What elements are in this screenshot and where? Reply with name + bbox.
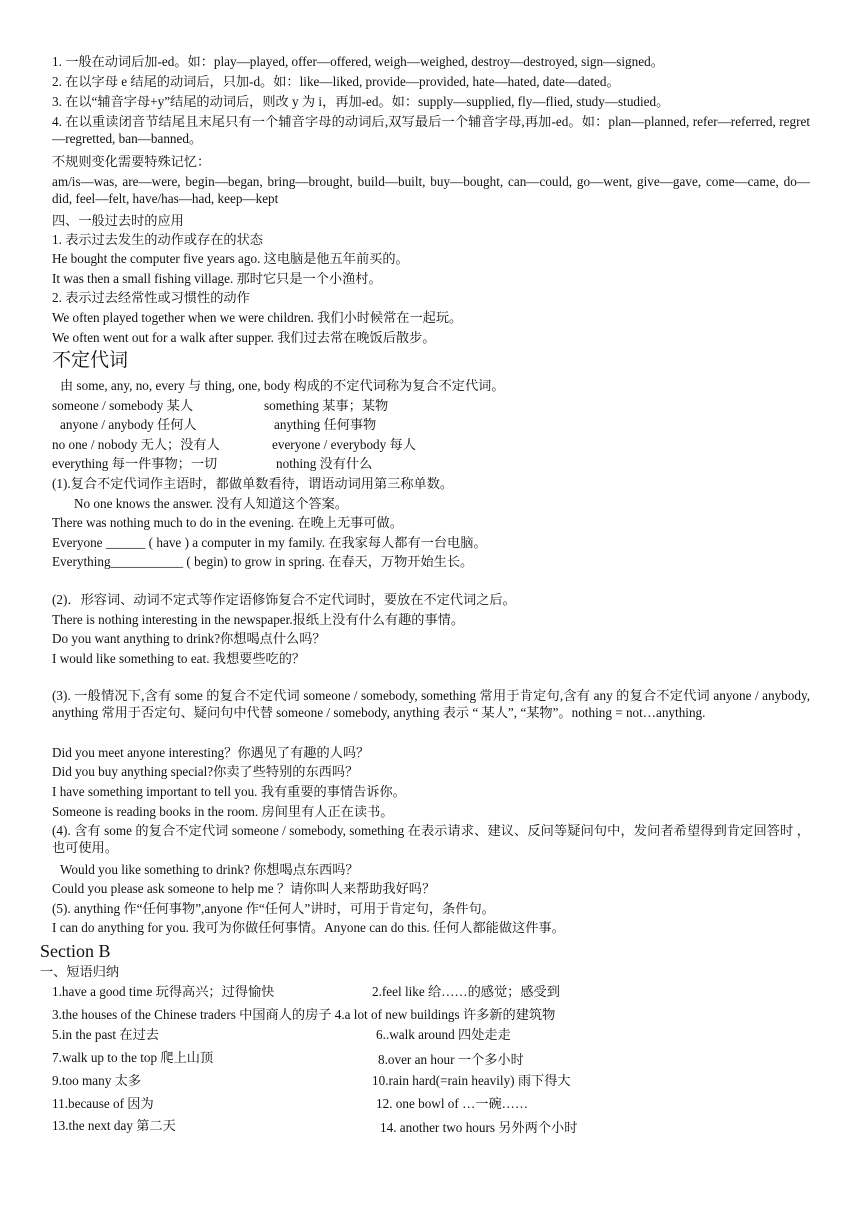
phrase-item: 8.over an hour 一个多小时: [378, 1052, 524, 1067]
usage-1-example-1: He bought the computer five years ago. 这电脑是他五年前买的。: [52, 251, 409, 266]
p2-example-1: There is nothing interesting in the newspaper.报纸上没有什么有趣的事情。: [52, 612, 465, 627]
phrase-item: 7.walk up to the top 爬上山顶: [52, 1050, 214, 1065]
section-b-subtitle: 一、短语归纳: [40, 964, 120, 979]
phrase-item: 12. one bowl of …一碗……: [376, 1096, 529, 1111]
pronouns-intro: 由 some, any, no, every 与 thing, one, body 构成的不定代词称为复合不定代词。: [60, 378, 505, 393]
pronoun-pair-right: anything 任何事物: [274, 417, 377, 432]
phrase-item: 14. another two hours 另外两个小时: [380, 1120, 578, 1135]
phrase-item: 2.feel like 给……的感觉；感受到: [372, 984, 560, 999]
pronoun-pair-right: something 某事；某物: [264, 398, 389, 413]
pronoun-pair-right: everyone / everybody 每人: [272, 437, 416, 452]
phrase-item: 1.have a good time 玩得高兴；过得愉快: [52, 984, 275, 999]
p4-example-1: Would you like something to drink? 你想喝点东西吗？: [60, 862, 359, 877]
p3-example-2: Did you buy anything special?你卖了些特别的东西吗？: [52, 764, 359, 779]
rule-1: 1. 一般在动词后加-ed。如：play—played, offer—offered, weigh—weighed, destroy—destroyed, sign—signed。: [52, 54, 664, 69]
usage-title: 四、一般过去时的应用: [52, 213, 184, 228]
p2-example-3: I would like something to eat. 我想要些吃的？: [52, 651, 306, 666]
pronoun-pair-left: anyone / anybody 任何人: [60, 417, 197, 432]
p3-example-4: Someone is reading books in the room. 房间里有人正在读书。: [52, 804, 394, 819]
rule-p4: (4). 含有 some 的复合不定代词 someone / somebody, something 在表示请求、建议、反问等疑问句中，发问者希望得到肯定回答时 ， 也可使用。: [52, 823, 810, 855]
p1-example-4: Everything___________ ( begin) to grow in spring. 在春天，万物开始生长。: [52, 554, 474, 569]
usage-2-example-1: We often played together when we were children. 我们小时候常在一起玩。: [52, 310, 463, 325]
usage-1: 1. 表示过去发生的动作或存在的状态: [52, 232, 263, 247]
phrase-item: 3.the houses of the Chinese traders 中国商人的房子 4.a lot of new buildings 许多新的建筑物: [52, 1007, 556, 1022]
p4-example-2: Could you please ask someone to help me ？请你叫人来帮助我好吗？: [52, 881, 436, 896]
phrase-item: 10.rain hard(=rain heavily) 雨下得大: [372, 1073, 571, 1088]
rule-p1: (1).复合不定代词作主语时，都做单数看待，谓语动词用第三称单数。: [52, 476, 454, 491]
pronoun-pair-right: nothing 没有什么: [276, 456, 373, 471]
rule-p5: (5). anything 作“任何事物”,anyone 作“任何人”讲时，可用于肯定句，条件句。: [52, 901, 495, 916]
section-b-title: Section B: [40, 941, 111, 961]
usage-1-example-2: It was then a small fishing village. 那时它只是一个小渔村。: [52, 271, 382, 286]
p3-example-1: Did you meet anyone interesting？你遇见了有趣的人吗？: [52, 745, 370, 760]
irregular-title: 不规则变化需要特殊记忆：: [52, 154, 211, 169]
phrase-item: 13.the next day 第二天: [52, 1118, 176, 1133]
usage-2-example-2: We often went out for a walk after supper. 我们过去常在晚饭后散步。: [52, 330, 436, 345]
rule-p2: (2)．形容词、动词不定式等作定语修饰复合不定代词时，要放在不定代词之后。: [52, 592, 516, 607]
usage-2: 2. 表示过去经常性或习惯性的动作: [52, 290, 250, 305]
rule-3: 3. 在以“辅音字母+y”结尾的动词后，则改 y 为 i，再加-ed。如：supply—supplied, fly—flied, study—studied。: [52, 94, 670, 109]
rule-2: 2. 在以字母 e 结尾的动词后，只加-d。如：like—liked, provide—provided, hate—hated, date—dated。: [52, 74, 620, 89]
p1-example-1: No one knows the answer. 没有人知道这个答案。: [74, 496, 348, 511]
p5-example-1: I can do anything for you. 我可为你做任何事情。Anyone can do this. 任何人都能做这件事。: [52, 920, 565, 935]
phrase-item: 5.in the past 在过去: [52, 1027, 159, 1042]
rule-4: 4. 在以重读闭音节结尾且末尾只有一个辅音字母的动词后,双写最后一个辅音字母,再加-ed。如：plan—planned, refer—referred, regret—regretted, ban—banned。: [52, 114, 810, 146]
pronoun-pair-left: everything 每一件事物；一切: [52, 456, 218, 471]
pronoun-pair-left: someone / somebody 某人: [52, 398, 194, 413]
phrase-item: 6..walk around 四处走走: [376, 1027, 511, 1042]
rule-p3: (3). 一般情况下,含有 some 的复合不定代词 someone / somebody, something 常用于肯定句,含有 any 的复合不定代词 anyone / anybody, anything 常用于否定句、疑问句中代替 someone / somebody, anything 表示 “ 某人”, “某物”。nothing = not…anything.: [52, 688, 810, 720]
p1-example-2: There was nothing much to do in the evening. 在晚上无事可做。: [52, 515, 403, 530]
p3-example-3: I have something important to tell you. 我有重要的事情告诉你。: [52, 784, 406, 799]
phrase-item: 9.too many 太多: [52, 1073, 142, 1088]
phrase-item: 11.because of 因为: [52, 1096, 154, 1111]
pronouns-title: 不定代词: [52, 350, 129, 371]
p1-example-3: Everyone ______ ( have ) a computer in my family. 在我家每人都有一台电脑。: [52, 535, 487, 550]
irregular-list: am/is—was, are—were, begin—began, bring—brought, build—built, buy—bought, can—could, go—went, give—gave, come—came, do—did, feel—felt, have/has—had, keep—kept: [52, 174, 810, 206]
p2-example-2: Do you want anything to drink?你想喝点什么吗？: [52, 631, 326, 646]
pronoun-pair-left: no one / nobody 无人；没有人: [52, 437, 220, 452]
